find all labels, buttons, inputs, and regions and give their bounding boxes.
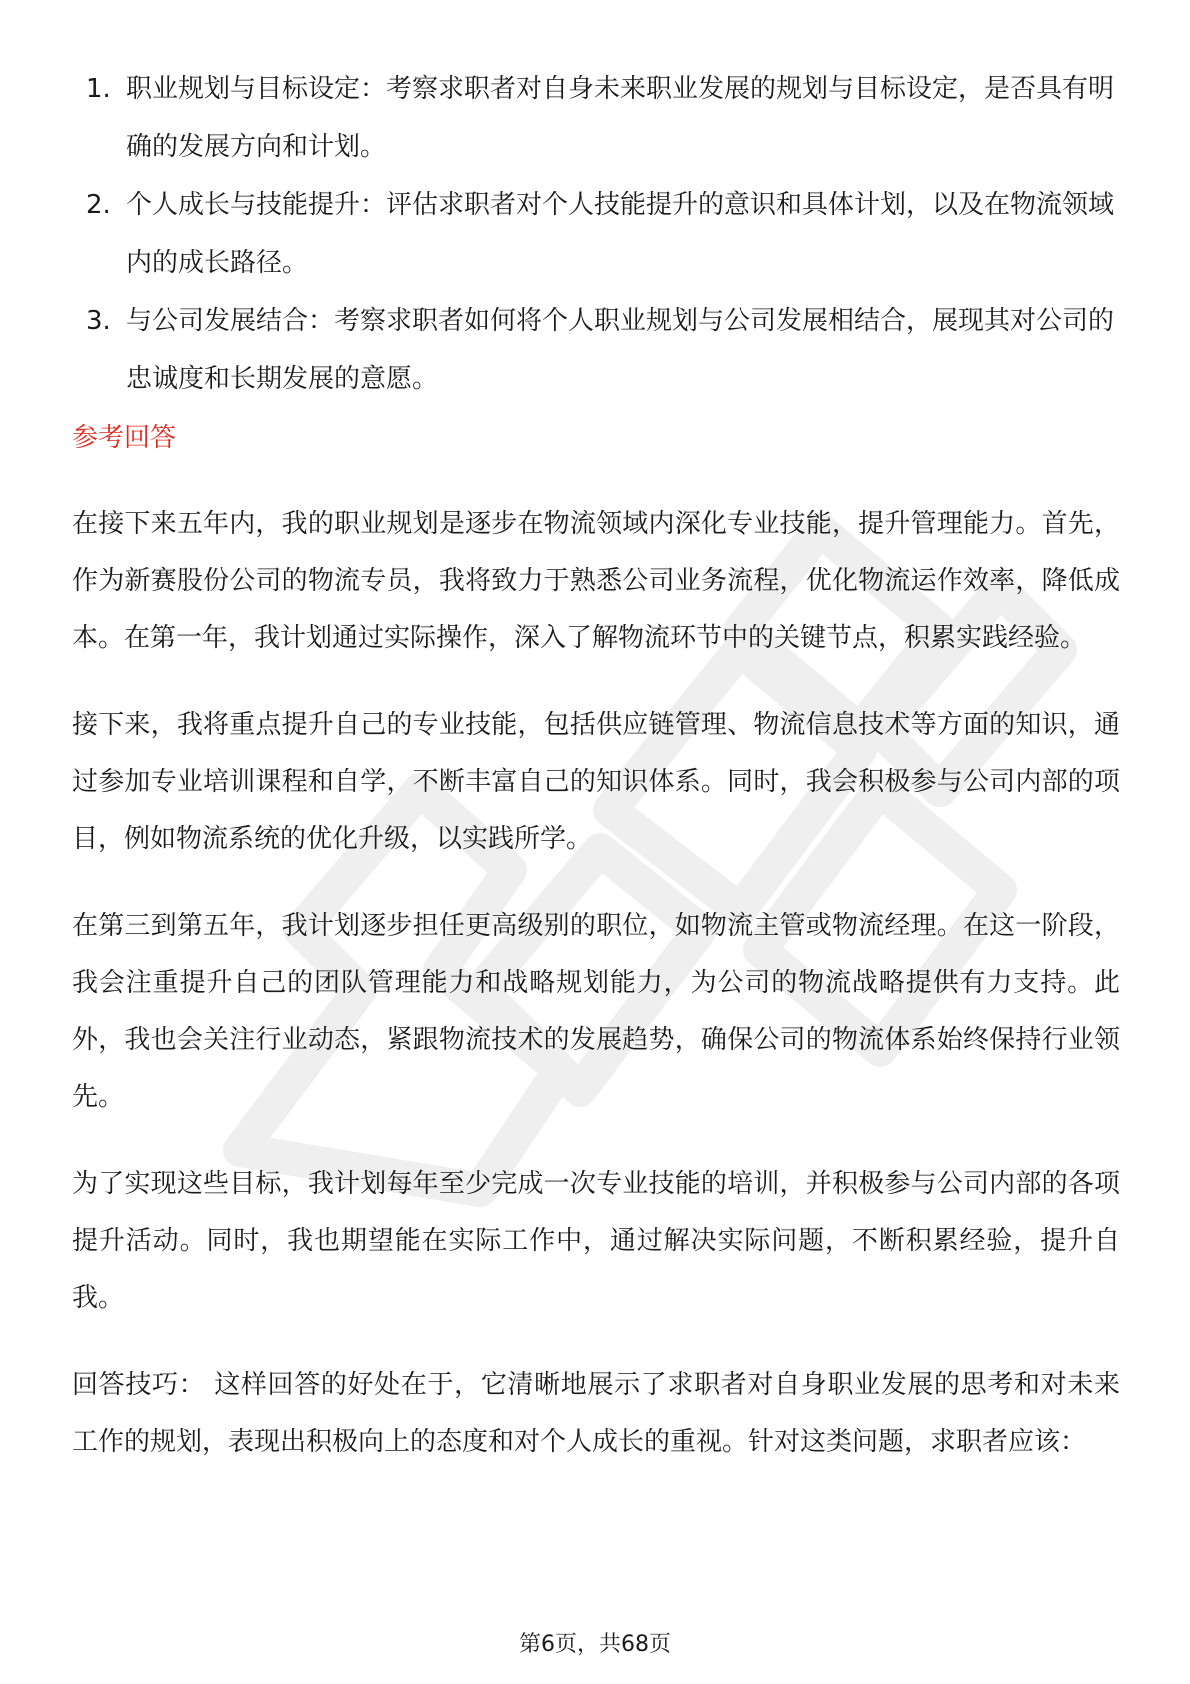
list-item: [86, 60, 1126, 176]
list-item-text: 职业规划与目标设定：考察求职者对自身未来职业发展的规划与目标设定，是否具有明确的发展方向和计划。: [126, 74, 1115, 162]
answer-paragraph: 在接下来五年内，我的职业规划是逐步在物流领域内深化专业技能，提升管理能力。首先，作为新赛股份公司的物流专员，我将致力于熟悉公司业务流程，优化物流运作效率，降低成本。在第一年，我计划通过实际操作，深入了解物流环节中的关键节点，积累实践经验。: [72, 509, 1120, 653]
page-footer: 第6页，共68页: [519, 1632, 671, 1657]
list-number: 3.: [86, 306, 111, 336]
list-item: [86, 292, 1126, 408]
answer-tips-paragraph: 回答技巧： 这样回答的好处在于，它清晰地展示了求职者对自身职业发展的思考和对未来工作的规划，表现出积极向上的态度和对个人成长的重视。针对这类问题，求职者应该：: [72, 1370, 1120, 1457]
answer-paragraph: 在第三到第五年，我计划逐步担任更高级别的职位，如物流主管或物流经理。在这一阶段，我会注重提升自己的团队管理能力和战略规划能力，为公司的物流战略提供有力支持。此外，我也会关注行业动态，紧跟物流技术的发展趋势，确保公司的物流体系始终保持行业领先。: [72, 911, 1120, 1112]
section-heading: 参考回答: [72, 423, 177, 453]
list-item: [86, 176, 1126, 292]
list-number: 2.: [86, 190, 111, 220]
list-item-text: 与公司发展结合：考察求职者如何将个人职业规划与公司发展相结合，展现其对公司的忠诚度和长期发展的意愿。: [126, 306, 1115, 394]
answer-body: [72, 496, 1120, 1501]
criteria-list: [86, 60, 1126, 408]
answer-paragraph: 接下来，我将重点提升自己的专业技能，包括供应链管理、物流信息技术等方面的知识，通过参加专业培训课程和自学，不断丰富自己的知识体系。同时，我会积极参与公司内部的项目，例如物流系统的优化升级，以实践所学。: [72, 710, 1120, 854]
list-item-text: 个人成长与技能提升：评估求职者对个人技能提升的意识和具体计划，以及在物流领域内的成长路径。: [126, 190, 1115, 278]
list-number: 1.: [86, 74, 111, 104]
answer-paragraph: 为了实现这些目标，我计划每年至少完成一次专业技能的培训，并积极参与公司内部的各项提升活动。同时，我也期望能在实际工作中，通过解决实际问题，不断积累经验，提升自我。: [72, 1169, 1120, 1313]
